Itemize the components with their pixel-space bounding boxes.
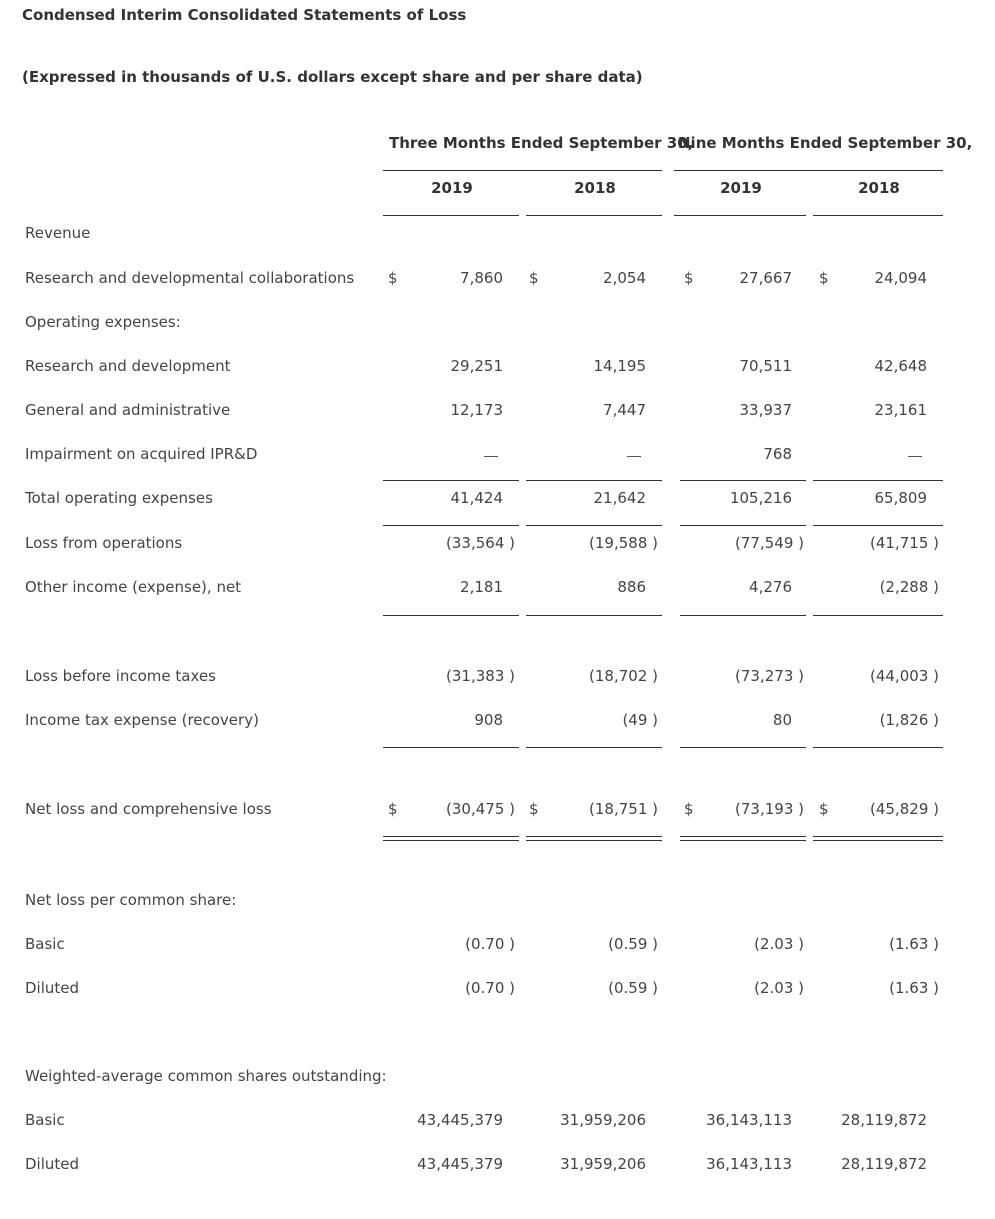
- cell-value: (41,715 ): [870, 534, 939, 552]
- row-label-6: Total operating expenses: [25, 489, 213, 507]
- column-group-three-months: Three Months Ended September 30,: [389, 134, 694, 152]
- total-rule-3-3: [813, 747, 943, 748]
- row-label-11: Net loss and comprehensive loss: [25, 800, 272, 818]
- cell-value: 4,276: [749, 578, 792, 596]
- row-label-7: Loss from operations: [25, 534, 183, 552]
- row-label-14: Diluted: [25, 979, 80, 997]
- cell-value: (73,193 ): [735, 800, 804, 818]
- group-rule-nine-months: [674, 170, 943, 171]
- cell-value: 29,251: [450, 357, 503, 375]
- total-rule-1-3: [813, 525, 943, 526]
- year-rule-0: [383, 215, 519, 216]
- total-rule-3-2: [680, 747, 806, 748]
- empty-value-dash: [627, 456, 641, 457]
- total-rule-2-3: [813, 615, 943, 616]
- cell-value: 768: [763, 445, 792, 463]
- net-loss-double-rule-1: [526, 836, 662, 841]
- empty-value-dash: [908, 456, 922, 457]
- year-rule-3: [813, 215, 943, 216]
- cell-value: (19,588 ): [589, 534, 658, 552]
- cell-value: (73,273 ): [735, 667, 804, 685]
- cell-value: (2,288 ): [879, 578, 939, 596]
- column-year-1: 2018: [574, 179, 616, 197]
- row-label-10: Income tax expense (recovery): [25, 711, 259, 729]
- row-label-5: Impairment on acquired IPR&D: [25, 445, 258, 463]
- total-rule-0-0: [383, 480, 519, 481]
- cell-value: 7,860: [460, 269, 503, 287]
- row-label-0: Revenue: [25, 224, 91, 242]
- cell-value: 41,424: [450, 489, 503, 507]
- cell-value: 886: [617, 578, 646, 596]
- cell-value: 105,216: [729, 489, 792, 507]
- total-rule-0-2: [680, 480, 806, 481]
- cell-value: 80: [772, 711, 792, 729]
- empty-value-dash: [484, 456, 498, 457]
- cell-value: 24,094: [874, 269, 927, 287]
- year-rule-1: [526, 215, 662, 216]
- currency-symbol: $: [388, 800, 398, 818]
- total-rule-1-0: [383, 525, 519, 526]
- cell-value: 14,195: [593, 357, 646, 375]
- year-rule-2: [674, 215, 806, 216]
- cell-value: (0.59 ): [608, 979, 658, 997]
- net-loss-double-rule-2: [680, 836, 806, 841]
- cell-value: 908: [474, 711, 503, 729]
- column-year-2: 2019: [720, 179, 762, 197]
- cell-value: 28,119,872: [841, 1155, 927, 1173]
- total-rule-2-2: [680, 615, 806, 616]
- cell-value: 65,809: [874, 489, 927, 507]
- cell-value: 7,447: [603, 401, 646, 419]
- total-rule-0-1: [526, 480, 662, 481]
- cell-value: (2.03 ): [754, 935, 804, 953]
- cell-value: (44,003 ): [870, 667, 939, 685]
- currency-symbol: $: [819, 269, 829, 287]
- group-rule-three-months: [383, 170, 662, 171]
- row-label-15: Weighted-average common shares outstanding:: [25, 1067, 387, 1085]
- column-year-3: 2018: [858, 179, 900, 197]
- currency-symbol: $: [529, 269, 539, 287]
- cell-value: 28,119,872: [841, 1111, 927, 1129]
- column-year-0: 2019: [431, 179, 473, 197]
- total-rule-1-1: [526, 525, 662, 526]
- row-label-4: General and administrative: [25, 401, 231, 419]
- cell-value: (0.59 ): [608, 935, 658, 953]
- currency-symbol: $: [388, 269, 398, 287]
- currency-symbol: $: [819, 800, 829, 818]
- cell-value: (0.70 ): [465, 979, 515, 997]
- row-label-9: Loss before income taxes: [25, 667, 216, 685]
- row-label-3: Research and development: [25, 357, 231, 375]
- total-rule-2-1: [526, 615, 662, 616]
- total-rule-3-0: [383, 747, 519, 748]
- cell-value: 43,445,379: [417, 1111, 503, 1129]
- row-label-8: Other income (expense), net: [25, 578, 242, 596]
- cell-value: (49 ): [622, 711, 658, 729]
- cell-value: 31,959,206: [560, 1155, 646, 1173]
- net-loss-double-rule-0: [383, 836, 519, 841]
- currency-symbol: $: [684, 269, 694, 287]
- total-rule-1-2: [680, 525, 806, 526]
- cell-value: 12,173: [450, 401, 503, 419]
- row-label-13: Basic: [25, 935, 65, 953]
- cell-value: (1,826 ): [879, 711, 939, 729]
- cell-value: 42,648: [874, 357, 927, 375]
- currency-symbol: $: [684, 800, 694, 818]
- row-label-12: Net loss per common share:: [25, 891, 237, 909]
- statement-title: Condensed Interim Consolidated Statements of Loss: [22, 6, 467, 24]
- currency-symbol: $: [529, 800, 539, 818]
- cell-value: 36,143,113: [706, 1111, 792, 1129]
- cell-value: 43,445,379: [417, 1155, 503, 1173]
- cell-value: (31,383 ): [446, 667, 515, 685]
- cell-value: (18,751 ): [589, 800, 658, 818]
- row-label-17: Diluted: [25, 1155, 80, 1173]
- cell-value: (18,702 ): [589, 667, 658, 685]
- cell-value: 33,937: [739, 401, 792, 419]
- cell-value: (2.03 ): [754, 979, 804, 997]
- cell-value: (1.63 ): [889, 935, 939, 953]
- row-label-16: Basic: [25, 1111, 65, 1129]
- net-loss-double-rule-3: [813, 836, 943, 841]
- cell-value: (77,549 ): [735, 534, 804, 552]
- total-rule-3-1: [526, 747, 662, 748]
- column-group-nine-months: Nine Months Ended September 30,: [678, 134, 973, 152]
- cell-value: (33,564 ): [446, 534, 515, 552]
- cell-value: 70,511: [739, 357, 792, 375]
- total-rule-2-0: [383, 615, 519, 616]
- cell-value: 2,054: [603, 269, 646, 287]
- cell-value: 21,642: [593, 489, 646, 507]
- cell-value: (30,475 ): [446, 800, 515, 818]
- cell-value: 27,667: [739, 269, 792, 287]
- row-label-2: Operating expenses:: [25, 313, 181, 331]
- cell-value: (0.70 ): [465, 935, 515, 953]
- cell-value: (1.63 ): [889, 979, 939, 997]
- cell-value: 36,143,113: [706, 1155, 792, 1173]
- row-label-1: Research and developmental collaborations: [25, 269, 355, 287]
- cell-value: 2,181: [460, 578, 503, 596]
- cell-value: 23,161: [874, 401, 927, 419]
- cell-value: (45,829 ): [870, 800, 939, 818]
- total-rule-0-3: [813, 480, 943, 481]
- cell-value: 31,959,206: [560, 1111, 646, 1129]
- statement-subtitle: (Expressed in thousands of U.S. dollars except share and per share data): [22, 68, 643, 86]
